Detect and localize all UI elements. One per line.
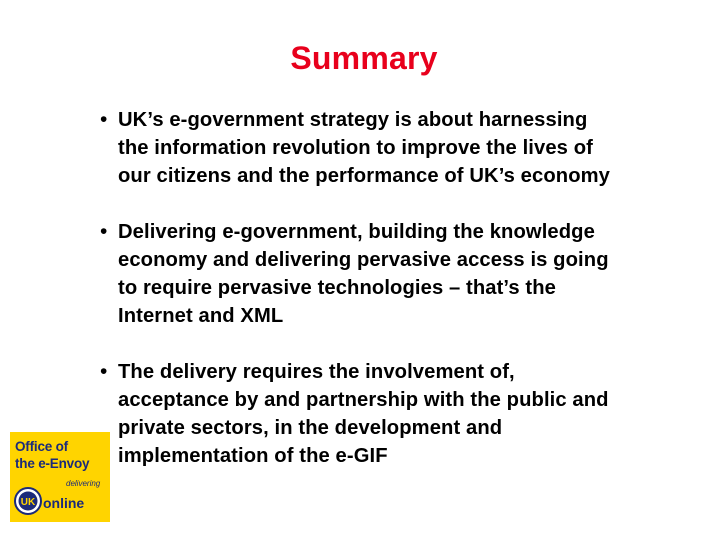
bullet-list	[100, 106, 705, 470]
bullet-line: the information revolution to improve the lives of	[118, 137, 593, 159]
bullet-line: Delivering e-government, building the knowledge	[118, 221, 595, 243]
bullet-icon: •	[100, 220, 108, 243]
logo-title-line2: the e-Envoy	[15, 456, 90, 471]
uk-online-badge-icon	[14, 487, 42, 515]
bullet-line: acceptance by and partnership with the public and	[118, 389, 609, 411]
slide-title: Summary	[290, 40, 438, 76]
bullet-line: Internet and XML	[118, 305, 284, 327]
bullet-item	[100, 218, 705, 330]
bullet-line: private sectors, in the development and	[118, 417, 503, 439]
bullet-icon: •	[100, 360, 108, 383]
bullet-line: The delivery requires the involvement of,	[118, 361, 515, 383]
logo-brand: online	[43, 495, 85, 511]
bullet-item	[100, 106, 705, 190]
logo-tagline: delivering	[66, 479, 101, 488]
bullet-line: our citizens and the performance of UK’s economy	[118, 165, 611, 187]
bullet-line: implementation of the e-GIF	[118, 445, 388, 467]
bullet-line: to require pervasive technologies – that’s the	[118, 277, 557, 299]
bullet-icon: •	[100, 108, 108, 131]
logo-title-line1: Office of	[15, 439, 68, 454]
office-of-the-e-envoy-logo	[10, 432, 110, 522]
bullet-item	[100, 358, 705, 470]
bullet-line: UK’s e-government strategy is about harnessing	[118, 109, 588, 131]
badge-text: UK	[20, 497, 36, 508]
bullet-line: economy and delivering pervasive access is going	[118, 249, 609, 271]
